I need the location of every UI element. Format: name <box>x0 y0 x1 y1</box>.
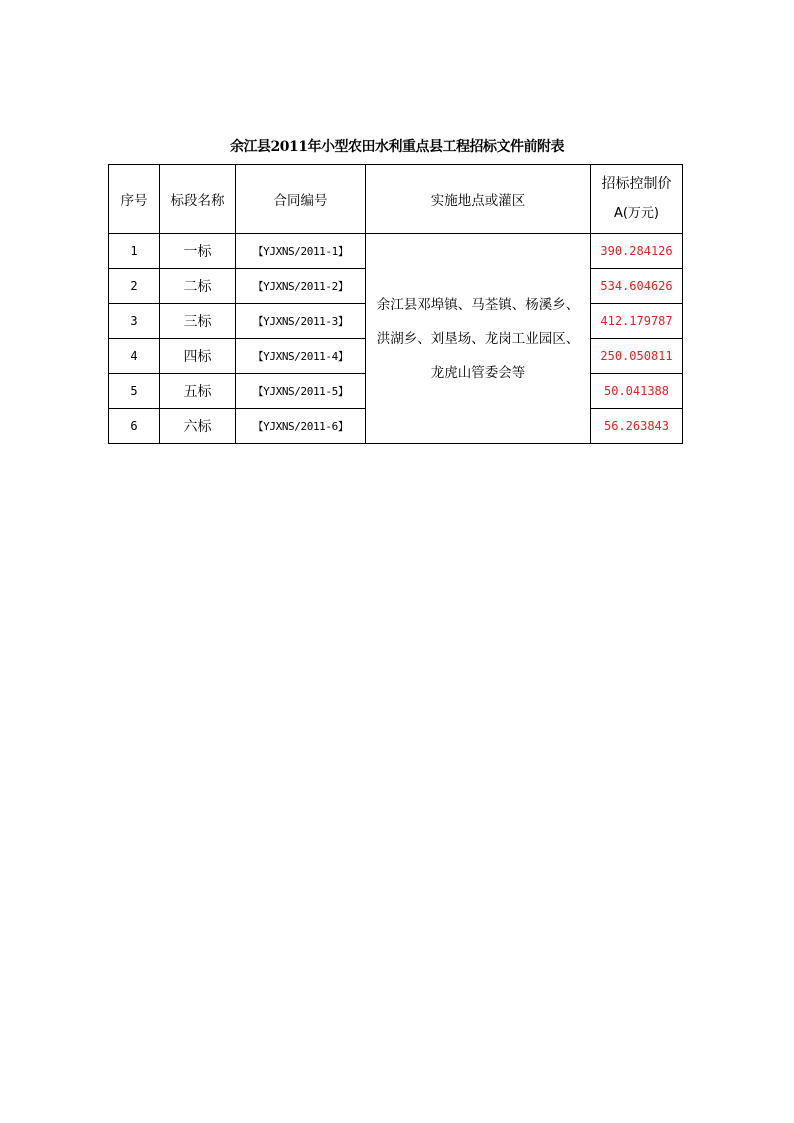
site-cell <box>366 234 591 444</box>
row-seq: 5 <box>109 374 160 409</box>
bid-schedule-table <box>108 164 683 444</box>
header-site: 实施地点或灌区 <box>366 165 591 234</box>
site-line: 余江县邓埠镇、马荃镇、杨溪乡、 <box>376 296 580 313</box>
site-line: 洪湖乡、刘垦场、龙岗工业园区、 <box>376 330 580 347</box>
row-price: 56.263843 <box>591 409 683 444</box>
row-contract-no: 【YJXNS/2011-6】 <box>236 409 366 444</box>
table-header-row <box>109 165 683 234</box>
row-section-name: 四标 <box>160 339 236 374</box>
row-price: 534.604626 <box>591 269 683 304</box>
row-section-name: 三标 <box>160 304 236 339</box>
row-price: 50.041388 <box>591 374 683 409</box>
header-price-line1: 招标控制价 <box>601 176 672 192</box>
header-seq: 序号 <box>109 165 160 234</box>
row-seq: 1 <box>109 234 160 269</box>
row-price: 250.050811 <box>591 339 683 374</box>
row-section-name: 五标 <box>160 374 236 409</box>
row-contract-no: 【YJXNS/2011-2】 <box>236 269 366 304</box>
header-price-line2: A(万元) <box>613 206 660 221</box>
site-line: 龙虎山管委会等 <box>430 364 526 381</box>
row-section-name: 一标 <box>160 234 236 269</box>
row-price: 412.179787 <box>591 304 683 339</box>
row-contract-no: 【YJXNS/2011-3】 <box>236 304 366 339</box>
table-row <box>109 234 683 269</box>
header-contract-no: 合同编号 <box>236 165 366 234</box>
document-title: 余江县2011年小型农田水利重点县工程招标文件前附表 <box>230 139 564 155</box>
row-section-name: 六标 <box>160 409 236 444</box>
row-seq: 6 <box>109 409 160 444</box>
row-contract-no: 【YJXNS/2011-1】 <box>236 234 366 269</box>
row-seq: 2 <box>109 269 160 304</box>
row-price: 390.284126 <box>591 234 683 269</box>
row-seq: 3 <box>109 304 160 339</box>
row-contract-no: 【YJXNS/2011-4】 <box>236 339 366 374</box>
header-section-name: 标段名称 <box>160 165 236 234</box>
row-section-name: 二标 <box>160 269 236 304</box>
row-seq: 4 <box>109 339 160 374</box>
header-price <box>591 165 683 234</box>
row-contract-no: 【YJXNS/2011-5】 <box>236 374 366 409</box>
